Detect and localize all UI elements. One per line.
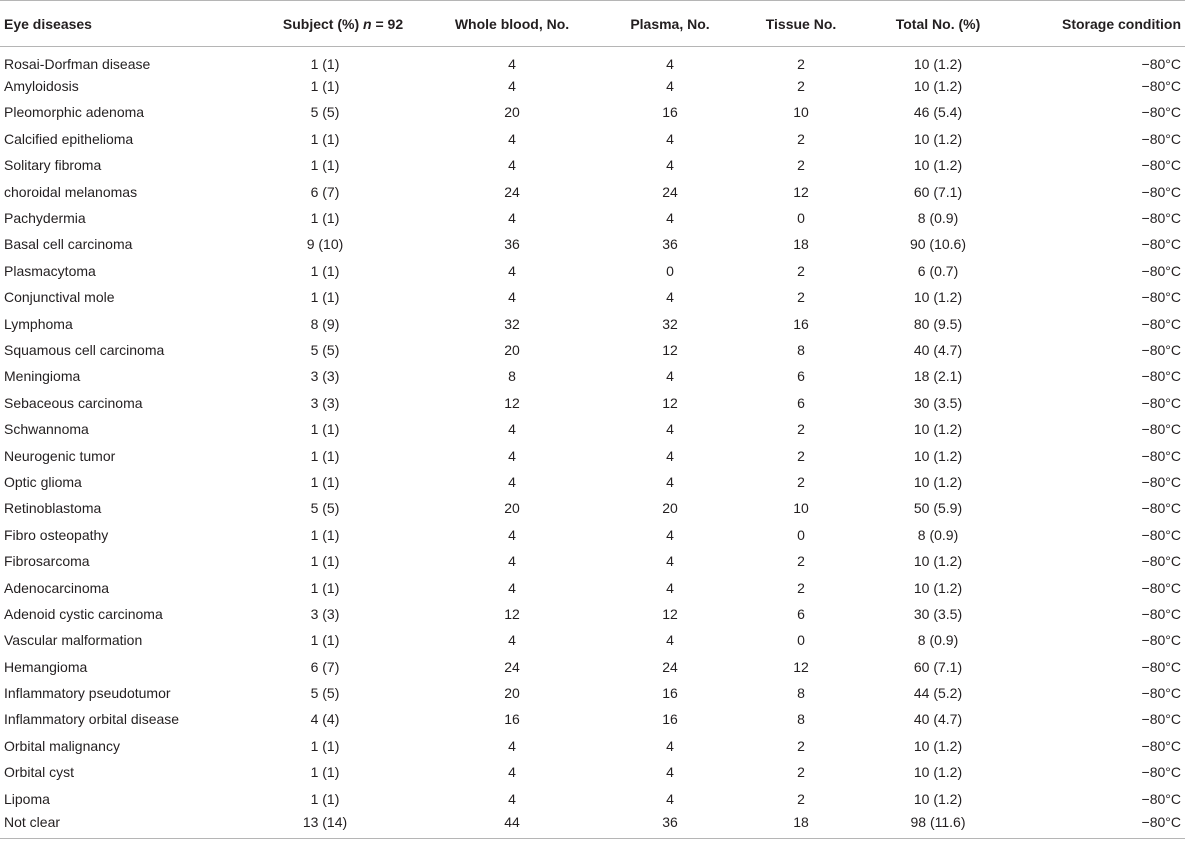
cell-tissue: 2 — [797, 764, 805, 781]
table-row — [0, 574, 1185, 600]
cell-subject: 1 (1) — [310, 210, 340, 227]
header-eye-diseases: Eye diseases — [0, 1, 230, 47]
cell-whole-blood: 4 — [508, 289, 516, 306]
cell-whole-blood: 20 — [504, 341, 520, 358]
cell-whole-blood: 4 — [508, 579, 516, 596]
cell-storage: −80°C — [1141, 526, 1181, 543]
cell-disease: Optic glioma — [4, 473, 82, 490]
cell-whole-blood: 4 — [508, 55, 516, 72]
cell-whole-blood: 8 — [508, 368, 516, 385]
table-header — [0, 1, 1185, 47]
cell-disease: Inflammatory pseudotumor — [4, 685, 171, 702]
cell-storage: −80°C — [1141, 157, 1181, 174]
cell-storage: −80°C — [1141, 130, 1181, 147]
cell-storage: −80°C — [1141, 421, 1181, 438]
table-row — [0, 522, 1185, 548]
cell-plasma: 4 — [666, 526, 674, 543]
table-row — [0, 812, 1185, 838]
cell-plasma: 16 — [662, 711, 678, 728]
cell-whole-blood: 4 — [508, 447, 516, 464]
cell-total: 50 (5.9) — [913, 500, 963, 517]
header-subject-count: = 92 — [375, 15, 404, 32]
cell-whole-blood: 4 — [508, 262, 516, 279]
cell-total: 40 (4.7) — [913, 711, 963, 728]
cell-whole-blood: 4 — [508, 421, 516, 438]
cell-storage: −80°C — [1141, 553, 1181, 570]
cell-whole-blood: 24 — [504, 658, 520, 675]
cell-subject: 1 (1) — [310, 473, 340, 490]
cell-plasma: 4 — [666, 579, 674, 596]
cell-tissue: 12 — [793, 658, 809, 675]
cell-subject: 13 (14) — [230, 812, 420, 838]
cell-tissue: 6 — [797, 605, 805, 622]
cell-tissue: 6 — [797, 368, 805, 385]
cell-whole-blood: 4 — [508, 157, 516, 174]
header-tissue: Tissue No. — [736, 1, 866, 47]
table-row — [0, 231, 1185, 257]
cell-disease: Vascular malformation — [4, 632, 143, 649]
cell-disease: Basal cell carcinoma — [4, 236, 133, 253]
cell-subject: 5 (5) — [310, 500, 340, 517]
cell-total: 46 (5.4) — [913, 104, 963, 121]
cell-storage: −80°C — [1141, 341, 1181, 358]
cell-disease: Lymphoma — [4, 315, 73, 332]
table-row — [0, 680, 1185, 706]
cell-whole-blood: 4 — [508, 78, 516, 95]
cell-subject: 1 (1) — [310, 157, 340, 174]
table-row — [0, 548, 1185, 574]
cell-subject: 1 (1) — [310, 447, 340, 464]
cell-subject: 1 (1) — [310, 553, 340, 570]
cell-storage: −80°C — [1141, 790, 1181, 807]
cell-whole-blood: 20 — [504, 685, 520, 702]
cell-disease: choroidal melanomas — [4, 183, 138, 200]
cell-total: 10 (1.2) — [913, 130, 963, 147]
table-row — [0, 442, 1185, 468]
cell-tissue: 10 — [793, 500, 809, 517]
cell-plasma: 4 — [666, 55, 674, 72]
cell-storage: −80°C — [1141, 55, 1181, 72]
cell-tissue: 6 — [797, 394, 805, 411]
cell-plasma: 36 — [604, 812, 736, 838]
cell-total: 10 (1.2) — [913, 764, 963, 781]
table-row — [0, 706, 1185, 732]
cell-plasma: 4 — [666, 210, 674, 227]
cell-plasma: 4 — [666, 790, 674, 807]
cell-disease: Retinoblastoma — [4, 500, 102, 517]
cell-total: 10 (1.2) — [913, 289, 963, 306]
cell-plasma: 4 — [666, 764, 674, 781]
cell-disease: Hemangioma — [4, 658, 88, 675]
cell-plasma: 4 — [666, 421, 674, 438]
cell-subject: 1 (1) — [310, 55, 340, 72]
cell-tissue: 18 — [736, 812, 866, 838]
cell-storage: −80°C — [1141, 579, 1181, 596]
cell-tissue: 10 — [793, 104, 809, 121]
cell-subject: 1 (1) — [310, 764, 340, 781]
cell-plasma: 32 — [662, 315, 678, 332]
table-row — [0, 205, 1185, 231]
cell-plasma: 20 — [662, 500, 678, 517]
cell-disease: Sebaceous carcinoma — [4, 394, 143, 411]
cell-whole-blood: 32 — [504, 315, 520, 332]
cell-disease: Inflammatory orbital disease — [4, 711, 180, 728]
cell-storage: −80°C — [1141, 289, 1181, 306]
table-row — [0, 126, 1185, 152]
header-row — [0, 1, 1185, 47]
cell-total: 10 (1.2) — [913, 55, 963, 72]
table-row — [0, 390, 1185, 416]
table-row — [0, 337, 1185, 363]
cell-plasma: 4 — [666, 473, 674, 490]
cell-whole-blood: 44 — [420, 812, 604, 838]
cell-whole-blood: 20 — [504, 104, 520, 121]
cell-subject: 1 (1) — [310, 130, 340, 147]
cell-whole-blood: 4 — [508, 210, 516, 227]
cell-total: 10 (1.2) — [913, 421, 963, 438]
cell-tissue: 2 — [797, 157, 805, 174]
cell-storage: −80°C — [1141, 605, 1181, 622]
cell-total: 10 (1.2) — [913, 447, 963, 464]
cell-disease: Fibrosarcoma — [4, 553, 90, 570]
cell-plasma: 16 — [662, 104, 678, 121]
cell-plasma: 12 — [662, 605, 678, 622]
table-row — [0, 495, 1185, 521]
cell-disease: Not clear — [0, 812, 230, 838]
cell-total: 30 (3.5) — [913, 394, 963, 411]
table-row — [0, 152, 1185, 178]
cell-plasma: 16 — [662, 685, 678, 702]
cell-plasma: 4 — [666, 368, 674, 385]
table-row — [0, 785, 1185, 811]
cell-plasma: 24 — [662, 658, 678, 675]
cell-disease: Lipoma — [4, 790, 50, 807]
cell-total: 10 (1.2) — [913, 78, 963, 95]
cell-storage: −80°C — [1141, 236, 1181, 253]
cell-tissue: 2 — [797, 737, 805, 754]
cell-disease: Adenocarcinoma — [4, 579, 110, 596]
cell-plasma: 0 — [666, 262, 674, 279]
cell-subject: 9 (10) — [306, 236, 344, 253]
cell-storage: −80°C — [1141, 78, 1181, 95]
cell-whole-blood: 4 — [508, 790, 516, 807]
cell-disease: Pleomorphic adenoma — [4, 104, 145, 121]
cell-plasma: 12 — [662, 341, 678, 358]
cell-tissue: 2 — [797, 55, 805, 72]
header-storage-condition: Storage condition — [1010, 1, 1185, 47]
cell-disease: Fibro osteopathy — [4, 526, 109, 543]
cell-tissue: 2 — [797, 421, 805, 438]
table-row — [0, 178, 1185, 204]
cell-storage: −80°C — [1141, 711, 1181, 728]
cell-storage: −80°C — [1141, 262, 1181, 279]
cell-total: 60 (7.1) — [913, 183, 963, 200]
cell-plasma: 4 — [666, 157, 674, 174]
cell-whole-blood: 12 — [504, 394, 520, 411]
cell-tissue: 2 — [797, 130, 805, 147]
cell-disease: Conjunctival mole — [4, 289, 115, 306]
cell-subject: 4 (4) — [310, 711, 340, 728]
cell-disease: Squamous cell carcinoma — [4, 341, 165, 358]
cell-tissue: 8 — [797, 711, 805, 728]
cell-subject: 3 (3) — [310, 368, 340, 385]
cell-plasma: 4 — [666, 447, 674, 464]
cell-whole-blood: 4 — [508, 553, 516, 570]
cell-storage: −80°C — [1141, 500, 1181, 517]
cell-total: 60 (7.1) — [913, 658, 963, 675]
cell-storage: −80°C — [1141, 447, 1181, 464]
table-row — [0, 310, 1185, 336]
cell-disease: Meningioma — [4, 368, 81, 385]
cell-disease: Amyloidosis — [4, 78, 79, 95]
cell-plasma: 4 — [666, 553, 674, 570]
cell-total: 10 (1.2) — [913, 790, 963, 807]
cell-whole-blood: 16 — [504, 711, 520, 728]
cell-subject: 8 (9) — [310, 315, 340, 332]
cell-total: 8 (0.9) — [917, 632, 959, 649]
cell-disease: Calcified epithelioma — [4, 130, 134, 147]
cell-whole-blood: 4 — [508, 737, 516, 754]
cell-total: 80 (9.5) — [913, 315, 963, 332]
cell-whole-blood: 4 — [508, 526, 516, 543]
cell-total: 10 (1.2) — [913, 473, 963, 490]
cell-total: 10 (1.2) — [913, 553, 963, 570]
cell-subject: 1 (1) — [310, 632, 340, 649]
cell-plasma: 12 — [662, 394, 678, 411]
cell-total: 44 (5.2) — [913, 685, 963, 702]
cell-subject: 1 (1) — [310, 737, 340, 754]
cell-subject: 6 (7) — [310, 183, 340, 200]
cell-disease: Rosai-Dorfman disease — [4, 55, 151, 72]
cell-storage: −80°C — [1141, 210, 1181, 227]
cell-subject: 5 (5) — [310, 685, 340, 702]
cell-plasma: 4 — [666, 632, 674, 649]
cell-subject: 3 (3) — [310, 394, 340, 411]
cell-storage: −80°C — [1141, 368, 1181, 385]
header-plasma: Plasma, No. — [604, 1, 736, 47]
cell-tissue: 2 — [797, 447, 805, 464]
cell-subject: 5 (5) — [310, 341, 340, 358]
table-row — [0, 601, 1185, 627]
cell-disease: Orbital cyst — [4, 764, 75, 781]
cell-storage: −80°C — [1141, 737, 1181, 754]
table-row — [0, 759, 1185, 785]
cell-subject: 1 (1) — [310, 790, 340, 807]
cell-storage: −80°C — [1141, 685, 1181, 702]
cell-subject: 1 (1) — [310, 579, 340, 596]
table-row — [0, 47, 1185, 73]
cell-subject: 1 (1) — [310, 421, 340, 438]
cell-subject: 1 (1) — [310, 526, 340, 543]
cell-plasma: 4 — [666, 78, 674, 95]
cell-total: 18 (2.1) — [913, 368, 963, 385]
cell-tissue: 16 — [793, 315, 809, 332]
cell-tissue: 18 — [793, 236, 809, 253]
cell-subject: 1 (1) — [310, 289, 340, 306]
header-subject — [230, 1, 420, 47]
table-row — [0, 653, 1185, 679]
cell-tissue: 2 — [797, 289, 805, 306]
table-row — [0, 284, 1185, 310]
header-subject-n: n — [363, 15, 372, 32]
cell-whole-blood: 20 — [504, 500, 520, 517]
cell-plasma: 36 — [662, 236, 678, 253]
cell-whole-blood: 12 — [504, 605, 520, 622]
cell-subject: 5 (5) — [310, 104, 340, 121]
table-row — [0, 627, 1185, 653]
table-row — [0, 258, 1185, 284]
cell-whole-blood: 4 — [508, 632, 516, 649]
table-row — [0, 469, 1185, 495]
cell-tissue: 8 — [797, 341, 805, 358]
cell-storage: −80°C — [1141, 315, 1181, 332]
cell-tissue: 0 — [797, 210, 805, 227]
cell-subject: 3 (3) — [310, 605, 340, 622]
cell-total: 6 (0.7) — [917, 262, 959, 279]
cell-storage: −80°C — [1141, 104, 1181, 121]
cell-disease: Schwannoma — [4, 421, 89, 438]
cell-disease: Orbital malignancy — [4, 737, 120, 754]
cell-tissue: 0 — [797, 526, 805, 543]
cell-total: 10 (1.2) — [913, 737, 963, 754]
cell-storage: −80°C — [1141, 394, 1181, 411]
cell-storage: −80°C — [1141, 632, 1181, 649]
table-row — [0, 733, 1185, 759]
cell-plasma: 4 — [666, 289, 674, 306]
cell-subject: 1 (1) — [310, 78, 340, 95]
cell-storage: −80°C — [1141, 764, 1181, 781]
cell-disease: Pachydermia — [4, 210, 86, 227]
cell-storage: −80°C — [1141, 183, 1181, 200]
cell-disease: Neurogenic tumor — [4, 447, 116, 464]
cell-subject: 6 (7) — [310, 658, 340, 675]
table-row — [0, 73, 1185, 99]
cell-tissue: 2 — [797, 78, 805, 95]
cell-tissue: 0 — [797, 632, 805, 649]
cell-total: 98 (11.6) — [866, 812, 1010, 838]
cell-plasma: 24 — [662, 183, 678, 200]
cell-tissue: 8 — [797, 685, 805, 702]
cell-subject: 1 (1) — [310, 262, 340, 279]
cell-whole-blood: 36 — [504, 236, 520, 253]
cell-disease: Solitary fibroma — [4, 157, 102, 174]
header-subject-label: Subject (%) — [282, 15, 360, 32]
cell-tissue: 2 — [797, 262, 805, 279]
cell-storage: −80°C — [1010, 812, 1185, 838]
cell-storage: −80°C — [1141, 658, 1181, 675]
cell-whole-blood: 4 — [508, 473, 516, 490]
table-body — [0, 47, 1185, 839]
table-row — [0, 99, 1185, 125]
cell-tissue: 2 — [797, 579, 805, 596]
cell-storage: −80°C — [1141, 473, 1181, 490]
header-total: Total No. (%) — [866, 1, 1010, 47]
cell-total: 40 (4.7) — [913, 341, 963, 358]
cell-disease: Plasmacytoma — [4, 262, 96, 279]
cell-total: 30 (3.5) — [913, 605, 963, 622]
cell-plasma: 4 — [666, 130, 674, 147]
cell-total: 10 (1.2) — [913, 579, 963, 596]
cell-tissue: 12 — [793, 183, 809, 200]
cell-disease: Adenoid cystic carcinoma — [4, 605, 163, 622]
cell-tissue: 2 — [797, 473, 805, 490]
cell-total: 10 (1.2) — [913, 157, 963, 174]
cell-total: 8 (0.9) — [917, 210, 959, 227]
cell-total: 8 (0.9) — [917, 526, 959, 543]
cell-tissue: 2 — [797, 790, 805, 807]
table-row — [0, 363, 1185, 389]
table-row — [0, 416, 1185, 442]
header-whole-blood: Whole blood, No. — [420, 1, 604, 47]
cell-total: 90 (10.6) — [909, 236, 967, 253]
cell-whole-blood: 24 — [504, 183, 520, 200]
cell-whole-blood: 4 — [508, 130, 516, 147]
cell-whole-blood: 4 — [508, 764, 516, 781]
cell-tissue: 2 — [797, 553, 805, 570]
cell-plasma: 4 — [666, 737, 674, 754]
